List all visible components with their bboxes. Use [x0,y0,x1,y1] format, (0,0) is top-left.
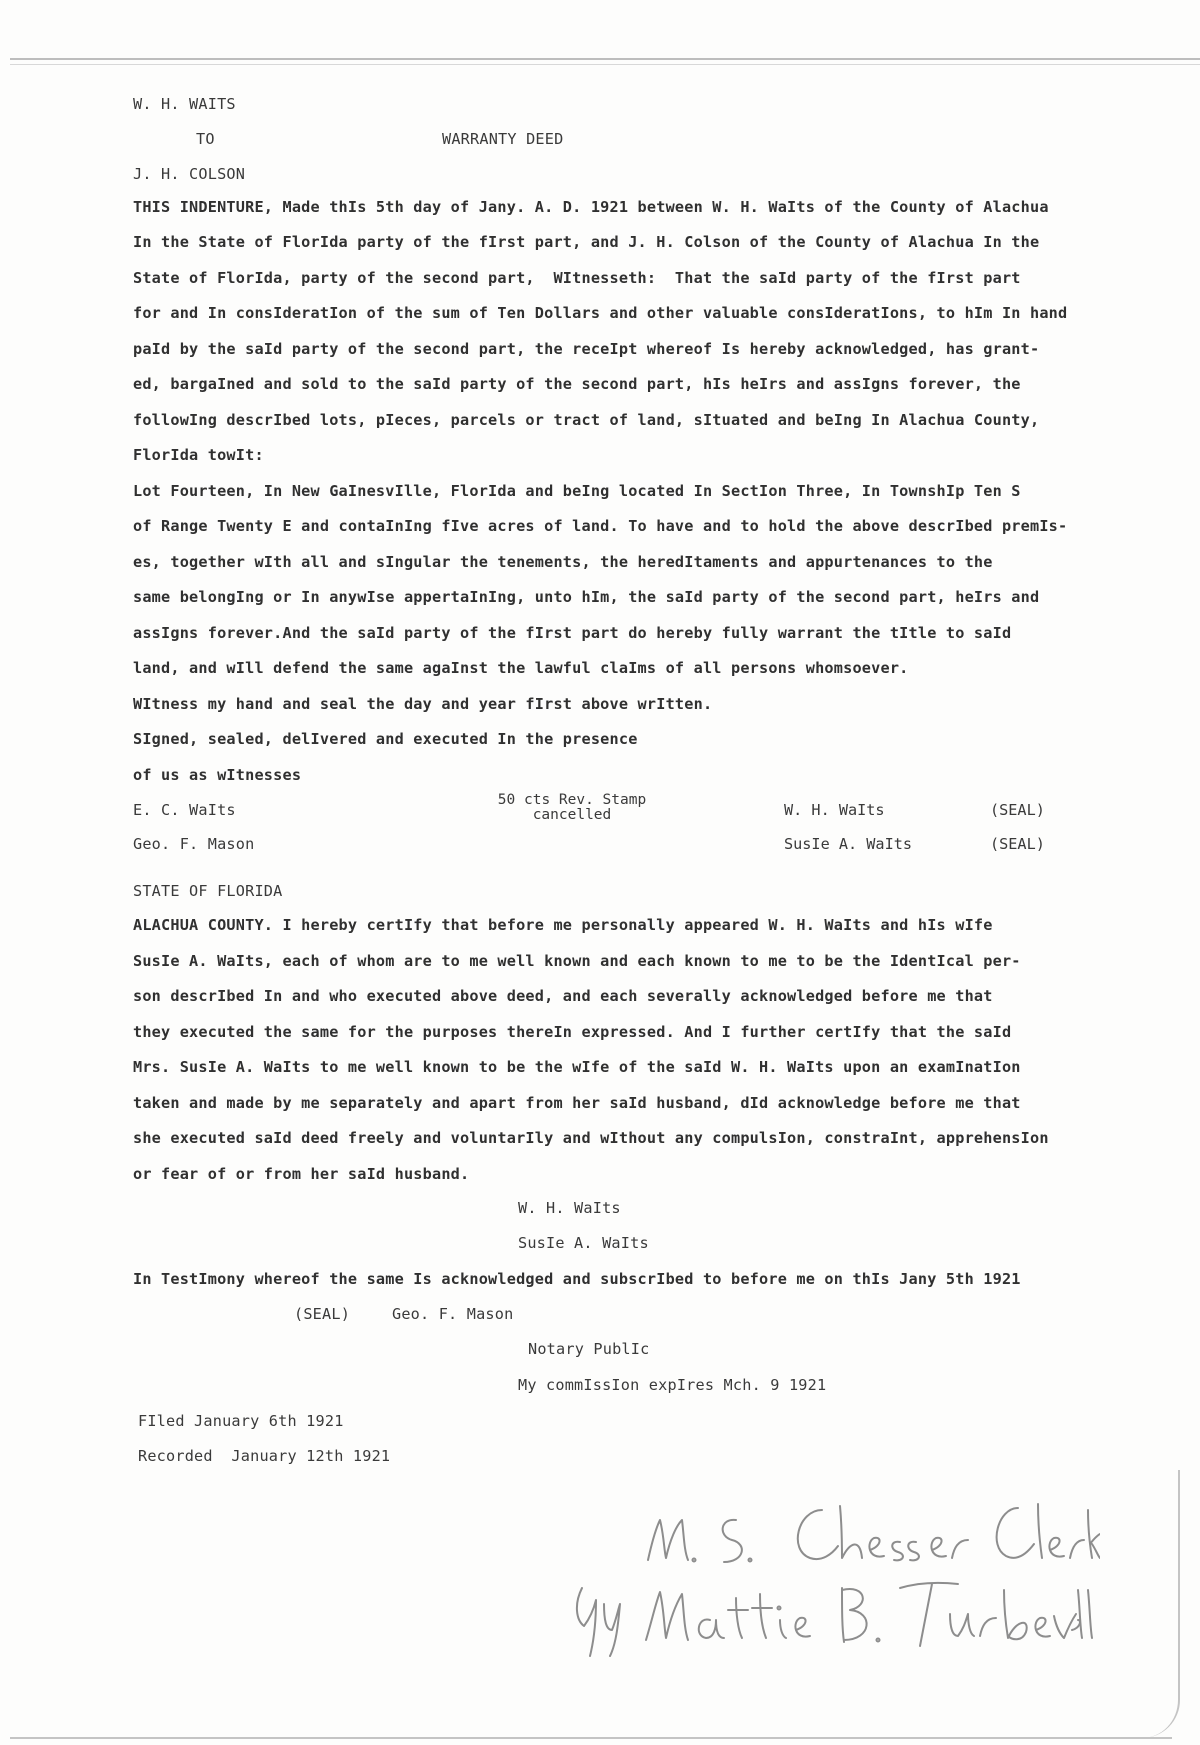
handwritten-signature-icon [560,1480,1100,1670]
clerk-signature [560,1480,1100,1670]
signer-seal: (SEAL) [990,835,1045,853]
ack-line: they executed the same for the purposes thereIn expressed. And I further certIfy that the saId [133,1023,1012,1041]
page-edge-curl [1142,1470,1180,1738]
deed-line: FlorIda towIt: [133,446,264,464]
deed-line: SIgned, sealed, delIvered and executed In the presence [133,730,638,748]
ack-line: or fear of or from her saId husband. [133,1165,470,1183]
deed-line: assIgns forever.And the saId party of the fIrst part do hereby fully warrant the tItle to saId [133,624,1012,642]
testimony-line: In TestImony whereof the same Is acknowledged and subscrIbed to before me on thIs Jany 5th 1921 [133,1270,1021,1288]
deed-line: WItness my hand and seal the day and year fIrst above wrItten. [133,695,713,713]
witness-name: Geo. F. Mason [133,835,255,853]
deed-line: State of FlorIda, party of the second part, WItnesseth: That the saId party of the fIrst part [133,269,1021,287]
deed-line: followIng descrIbed lots, pIeces, parcels or tract of land, sItuated and beIng In Alachua County, [133,411,1040,429]
deed-line: same belongIng or In anywIse appertaInIng, unto hIm, the saId party of the second part, heIrs and [133,588,1040,606]
ack-signer-name: SusIe A. WaIts [518,1234,649,1252]
signer-name: W. H. WaIts [784,801,885,819]
deed-line: ed, bargaIned and sold to the saId party of the second part, hIs heIrs and assIgns forever, the [133,375,1021,393]
state-heading: STATE OF FLORIDA [133,882,283,900]
to-label: TO [196,130,215,148]
signer-seal: (SEAL) [990,801,1045,819]
deed-line: paId by the saId party of the second part, the receIpt whereof Is hereby acknowledged, has grant- [133,340,1040,358]
deed-line: THIS INDENTURE, Made thIs 5th day of Jany. A. D. 1921 between W. H. WaIts of the County of Alachua [133,198,1049,216]
notary-name: Geo. F. Mason [392,1305,514,1323]
bottom-rule [10,1737,1172,1739]
notary-title: Notary PublIc [528,1340,650,1358]
ack-line: ALACHUA COUNTY. I hereby certIfy that before me personally appeared W. H. WaIts and hIs wIfe [133,916,993,934]
ack-signer-name: W. H. WaIts [518,1199,621,1217]
ack-line: SusIe A. WaIts, each of whom are to me well known and each known to me to be the IdentIcal per- [133,952,1021,970]
document-type: WARRANTY DEED [442,130,564,148]
top-rule-inner [10,64,1200,65]
deed-line: land, and wIll defend the same agaInst the lawful claIms of all persons whomsoever. [133,659,909,677]
deed-line: for and In consIderatIon of the sum of Ten Dollars and other valuable consIderatIons, to hIm In hand [133,304,1068,322]
ack-line: son descrIbed In and who executed above deed, and each severally acknowledged before me that [133,987,993,1005]
ack-line: taken and made by me separately and apart from her saId husband, dId acknowledge before me that [133,1094,1021,1112]
grantor-name: W. H. WAITS [133,95,236,113]
deed-line: of Range Twenty E and contaInIng fIve acres of land. To have and to hold the above descrIbed premIs- [133,517,1068,535]
ack-line: Mrs. SusIe A. WaIts to me well known to be the wIfe of the saId W. H. WaIts upon an examInatIon [133,1058,1021,1076]
signer-name: SusIe A. WaIts [784,835,913,853]
revenue-stamp-note: 50 cts Rev. Stamp cancelled [497,792,647,823]
deed-line: Lot Fourteen, In New GaInesvIlle, FlorIda and beIng located In SectIon Three, In TownshIp Ten S [133,482,1021,500]
notary-commission: My commIssIon expIres Mch. 9 1921 [518,1376,827,1394]
ack-line: she executed saId deed freely and voluntarIly and wIthout any compulsIon, constraInt, apprehensIon [133,1129,1049,1147]
filed-date: FIled January 6th 1921 [138,1412,344,1430]
notary-seal: (SEAL) [294,1305,351,1323]
grantee-name: J. H. COLSON [133,165,246,183]
deed-line: In the State of FlorIda party of the fIrst part, and J. H. Colson of the County of Alachua In the [133,233,1040,251]
deed-line: of us as wItnesses [133,766,302,784]
recorded-date: Recorded January 12th 1921 [138,1447,391,1465]
deed-line: es, together wIth all and sIngular the tenements, the heredItaments and appurtenances to the [133,553,993,571]
witness-name: E. C. WaIts [133,801,236,819]
top-rule [10,58,1200,60]
